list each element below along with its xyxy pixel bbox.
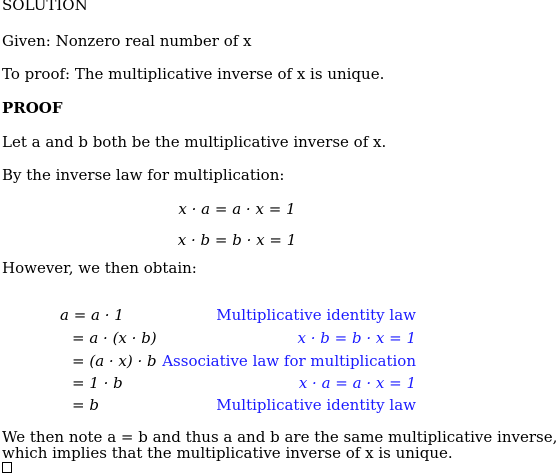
step-1-reason: Multiplicative identity law xyxy=(216,306,416,324)
step-5-lhs: = b xyxy=(72,396,99,414)
solution-label: SOLUTION xyxy=(2,0,88,14)
step-3-reason: Associative law for multiplication xyxy=(162,352,416,370)
given-line: Given: Nonzero real number of x xyxy=(2,32,252,50)
step-5-reason: Multiplicative identity law xyxy=(216,396,416,414)
equation-xb: x · b = b · x = 1 xyxy=(177,231,297,249)
to-proof-line: To proof: The multiplicative inverse of x is unique. xyxy=(2,65,385,83)
step-4-reason: x · a = a · x = 1 xyxy=(298,374,416,392)
step-1-lhs: a = a · 1 xyxy=(60,306,124,324)
step-2-lhs: = a · (x · b) xyxy=(72,329,157,347)
inverse-law-line: By the inverse law for multiplication: xyxy=(2,166,285,184)
step-2-reason: x · b = b · x = 1 xyxy=(297,329,416,347)
equation-xa: x · a = a · x = 1 xyxy=(178,200,296,218)
proof-heading: PROOF xyxy=(2,99,63,117)
qed-box-icon xyxy=(2,462,12,473)
step-4-lhs: = 1 · b xyxy=(72,374,123,392)
step-3-lhs: = (a · x) · b xyxy=(72,352,157,370)
let-line: Let a and b both be the multiplicative inverse of x. xyxy=(2,133,387,151)
conclusion-line-1: We then note a = b and thus a and b are the same multiplicative inverse, xyxy=(2,428,557,446)
conclusion-line-2: which implies that the multiplicative inverse of x is unique. xyxy=(2,444,453,462)
however-line: However, we then obtain: xyxy=(2,259,197,277)
